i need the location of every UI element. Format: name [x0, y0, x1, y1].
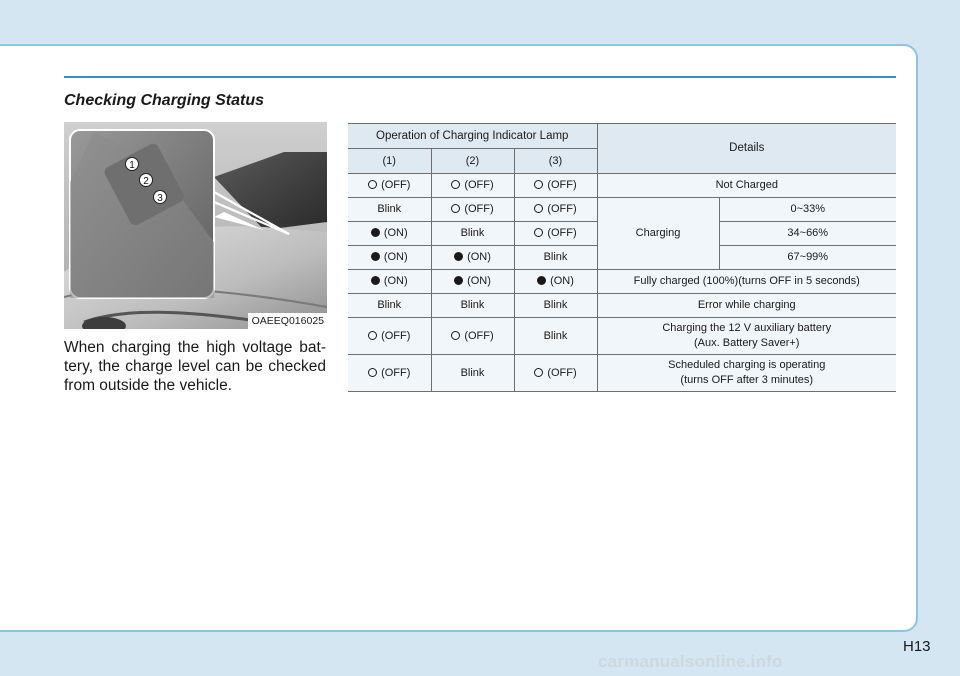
- charging-group-cell: Charging: [597, 198, 719, 270]
- header-lamp-3: (3): [514, 149, 597, 174]
- detail-cell: Fully charged (100%)(turns OFF in 5 seconds): [597, 270, 896, 294]
- lamp-off-icon: [451, 331, 460, 340]
- lamp-cell: (OFF): [514, 174, 597, 198]
- lamp-cell: (ON): [431, 270, 514, 294]
- lamp-cell: Blink: [431, 294, 514, 318]
- lamp-cell: (OFF): [514, 198, 597, 222]
- body-paragraph: When charging the high voltage bat-tery, the charge level can be checked from outside the vehicle.: [64, 339, 326, 394]
- lamp-off-icon: [368, 368, 377, 377]
- detail-cell: Not Charged: [597, 174, 896, 198]
- lamp-marker-1-label: 1: [129, 160, 135, 171]
- detail-cell: [597, 355, 896, 392]
- lamp-cell: (ON): [514, 270, 597, 294]
- lamp-on-icon: [371, 252, 380, 261]
- table-row: [348, 294, 896, 318]
- detail-line: Charging the 12 V auxiliary battery: [662, 322, 832, 334]
- table-row: [348, 174, 896, 198]
- detail-cell: 0~33%: [719, 198, 896, 222]
- detail-cell: 67~99%: [719, 246, 896, 270]
- lamp-cell: Blink: [514, 246, 597, 270]
- table-row: [348, 198, 896, 222]
- detail-line: Scheduled charging is operating: [668, 359, 826, 371]
- lamp-marker-2-label: 2: [143, 176, 149, 187]
- detail-cell: [597, 318, 896, 355]
- lamp-cell: Blink: [348, 294, 431, 318]
- lamp-cell: (ON): [348, 222, 431, 246]
- lamp-cell: Blink: [348, 198, 431, 222]
- lamp-cell: (OFF): [348, 318, 431, 355]
- lamp-cell: (OFF): [348, 174, 431, 198]
- lamp-on-icon: [537, 276, 546, 285]
- lamp-cell: (OFF): [431, 318, 514, 355]
- header-lamp-2: (2): [431, 149, 514, 174]
- lamp-on-icon: [454, 276, 463, 285]
- detail-cell: Error while charging: [597, 294, 896, 318]
- lamp-off-icon: [534, 180, 543, 189]
- lamp-off-icon: [534, 368, 543, 377]
- header-details: Details: [597, 124, 896, 174]
- lamp-on-icon: [371, 276, 380, 285]
- lamp-cell: (ON): [348, 270, 431, 294]
- lamp-cell: (OFF): [514, 222, 597, 246]
- lamp-off-icon: [368, 331, 377, 340]
- lamp-cell: Blink: [514, 318, 597, 355]
- header-indicator-lamp: Operation of Charging Indicator Lamp: [348, 124, 597, 149]
- lamp-on-icon: [454, 252, 463, 261]
- lamp-off-icon: [368, 180, 377, 189]
- lamp-cell: Blink: [514, 294, 597, 318]
- watermark: carmanualsonline.info: [598, 652, 783, 671]
- lamp-on-icon: [371, 228, 380, 237]
- page-number: H13: [903, 638, 931, 655]
- lamp-cell: Blink: [431, 355, 514, 392]
- header-rule: [64, 76, 896, 78]
- lamp-cell: (OFF): [431, 198, 514, 222]
- header-lamp-1: (1): [348, 149, 431, 174]
- lamp-off-icon: [534, 204, 543, 213]
- section-title: Checking Charging Status: [64, 92, 265, 109]
- charging-port-photo: [64, 122, 327, 329]
- detail-line: (turns OFF after 3 minutes): [680, 374, 814, 386]
- lamp-off-icon: [534, 228, 543, 237]
- photo-caption: OAEEQ016025: [248, 313, 327, 329]
- charging-indicator-table: [348, 123, 896, 392]
- lamp-cell: (OFF): [514, 355, 597, 392]
- lamp-cell: (ON): [431, 246, 514, 270]
- detail-cell: 34~66%: [719, 222, 896, 246]
- car-illustration: [64, 122, 327, 329]
- table-row: [348, 355, 896, 392]
- lamp-marker-3-label: 3: [157, 193, 163, 204]
- detail-line: (Aux. Battery Saver+): [694, 337, 800, 349]
- lamp-cell: (OFF): [348, 355, 431, 392]
- lamp-cell: Blink: [431, 222, 514, 246]
- lamp-cell: (OFF): [431, 174, 514, 198]
- lamp-cell: (ON): [348, 246, 431, 270]
- table-row: [348, 270, 896, 294]
- lamp-off-icon: [451, 180, 460, 189]
- table-row: [348, 318, 896, 355]
- lamp-off-icon: [451, 204, 460, 213]
